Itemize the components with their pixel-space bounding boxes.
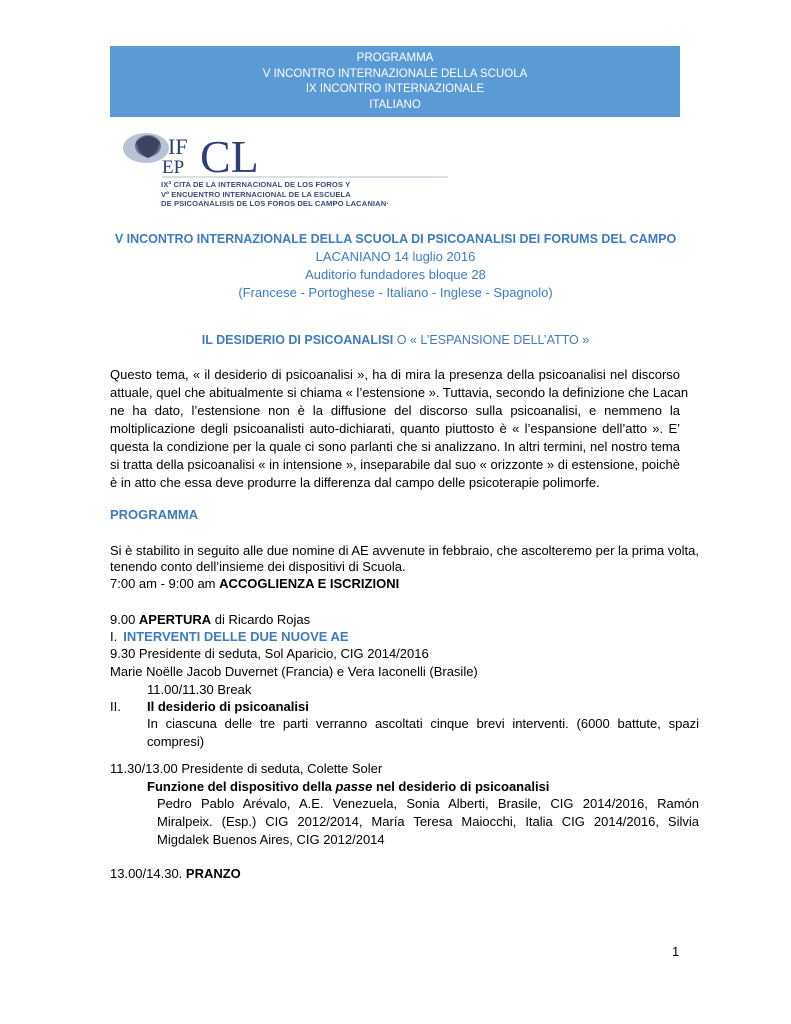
- opening-slot: [110, 611, 310, 629]
- registration-label: ACCOGLIENZA E ISCRIZIONI: [219, 576, 400, 591]
- session-chair-1: 9.30 Presidente di seduta, Sol Aparicio, CIG 2014/2016: [110, 646, 429, 661]
- event-languages: (Francese - Portoghese - Italiano - Inglese - Spagnolo): [238, 285, 553, 300]
- header-line: PROGRAMMA: [356, 52, 434, 64]
- panel-title-italic: passe: [335, 779, 373, 794]
- panel-speakers-line: Miralpeix. (Esp.) CIG 2012/2014, María Teresa Maiocchi, Italia CIG 2014/2016, Silvia: [157, 814, 699, 829]
- program-intro-line: tenendo conto dell’insieme dei dispositivi di Scuola.: [110, 559, 406, 574]
- svg-text:CL: CL: [200, 131, 259, 182]
- event-date: LACANIANO 14 luglio 2016: [315, 249, 476, 264]
- theme-title-bold: IL DESIDERIO DI PSICOANALISI: [201, 333, 394, 347]
- intro-line: si tratta della psicoanalisi « in intensione », inseparabile dal suo « orizzonte » di estensione, poichè: [110, 457, 680, 472]
- theme-title: [0, 333, 791, 347]
- event-title-line: V INCONTRO INTERNAZIONALE DELLA SCUOLA DI PSICOANALISI DEI FORUMS DEL CAMPO: [114, 232, 677, 246]
- event-title: [0, 230, 791, 302]
- svg-text:EP: EP: [162, 157, 185, 178]
- page-number: 1: [672, 944, 680, 959]
- event-venue: Auditorio fundadores bloque 28: [305, 267, 486, 282]
- panel-title-part: Funzione del dispositivo della: [147, 779, 336, 794]
- panel-speakers-line: Migdalek Buenos Aires, CIG 2012/2014: [157, 832, 385, 847]
- intro-line: moltiplicazione degli psicoanalisti auto-dichiarati, quanto piuttosto è « l’espansione dell’atto ». E’: [110, 421, 680, 436]
- lunch-label: PRANZO: [185, 866, 241, 881]
- registration-time: 7:00 am - 9:00 am: [110, 576, 220, 591]
- section-2-number: II.: [110, 699, 121, 714]
- logo-subtitle: [161, 180, 389, 209]
- section-1-heading: [110, 628, 349, 646]
- theme-title-normal: O « L’ESPANSIONE DELL’ATTO »: [393, 333, 590, 347]
- lunch-slot: [110, 865, 241, 883]
- intro-line: è in atto che essa deve produrre la differenza dal campo delle psicoterapie polimorfe.: [110, 475, 600, 490]
- section-1-title: INTERVENTI DELLE DUE NUOVE AE: [123, 629, 349, 644]
- lunch-time: 13.00/14.30.: [110, 866, 186, 881]
- header-banner: [110, 46, 680, 117]
- header-line: ITALIANO: [369, 98, 421, 111]
- logo-subtitle-line: Vº ENCUENTRO INTERNACIONAL DE LA ESCUELA: [161, 189, 351, 199]
- opening-time: 9.00: [110, 612, 139, 627]
- intro-line: ne ha dato, l’estensione non è la diffusione del discorso sulla psicoanalisi, e nemmeno la: [110, 403, 680, 418]
- panel-title: [147, 778, 549, 796]
- session-speakers-1: Marie Noëlle Jacob Duvernet (Francia) e Vera Iaconelli (Brasile): [110, 664, 478, 679]
- logo-subtitle-line: DE PSICOANÁLISIS DE LOS FOROS DEL CAMPO LACANIAN·: [161, 199, 389, 209]
- intro-line: Questo tema, « il desiderio di psicoanalisi », ha di mira la presenza della psicoanalisi nel discorso: [110, 367, 680, 382]
- logo-subtitle-line: IXª CITA DE LA INTERNACIONAL DE LOS FOROS Y: [161, 180, 351, 189]
- section-2-description: compresi): [147, 734, 205, 749]
- section-2-description: In ciascuna delle tre parti verranno ascoltati cinque brevi interventi. (6000 battute, spazi: [147, 716, 699, 731]
- panel-title-part: nel desiderio di psicoanalisi: [372, 779, 550, 794]
- section-2-title: Il desiderio di psicoanalisi: [147, 699, 309, 714]
- section-1-number: I.: [110, 629, 118, 644]
- header-line: IX INCONTRO INTERNAZIONALE: [305, 83, 485, 95]
- header-line: V INCONTRO INTERNAZIONALE DELLA SCUOLA: [262, 67, 528, 80]
- intro-paragraph: [110, 366, 689, 492]
- registration-slot: [110, 575, 399, 593]
- panel-speakers-line: Pedro Pablo Arévalo, A.E. Venezuela, Sonia Alberti, Brasile, CIG 2014/2016, Ramón: [157, 796, 699, 811]
- programma-heading: PROGRAMMA: [110, 507, 199, 522]
- opening-speaker: di Ricardo Rojas: [211, 612, 311, 627]
- intro-line: questa la condizione per la quale ci sono parlanti che si analizzano. In altri termini, nel nostro tema: [110, 439, 680, 454]
- svg-text:IF: IF: [168, 134, 188, 159]
- session-chair-2: 11.30/13.00 Presidente di seduta, Colette Soler: [110, 761, 383, 776]
- intro-line: attuale, quel che abitualmente si chiama « l’estensione ». Tuttavia, secondo la definizione che Lacan: [110, 385, 689, 400]
- break-slot: 11.00/11.30 Break: [147, 682, 252, 697]
- program-intro-line: Si è stabilito in seguito alle due nomine di AE avvenute in febbraio, che ascolteremo per la prima volta,: [110, 543, 699, 558]
- opening-label: APERTURA: [138, 612, 212, 627]
